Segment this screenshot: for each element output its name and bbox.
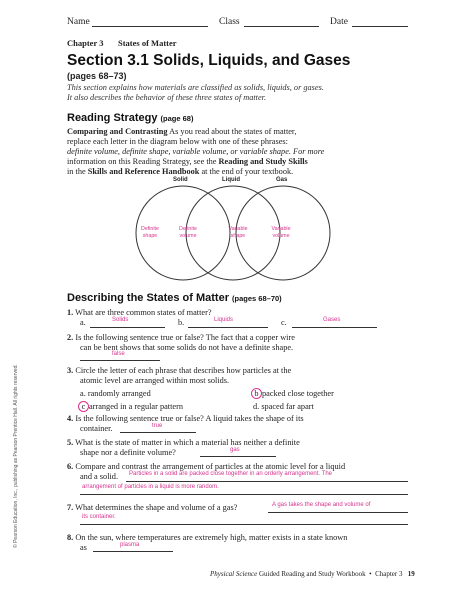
- q7-answer-line-2[interactable]: [80, 524, 408, 525]
- q2-answer-line[interactable]: [80, 360, 160, 361]
- describing-heading: [67, 292, 282, 304]
- q7-answer-2: its container.: [82, 514, 116, 520]
- describing-pages: (pages 68–70): [232, 294, 282, 303]
- q1-b-answer: Liquids: [214, 317, 234, 323]
- q1-a-line[interactable]: [90, 327, 165, 328]
- section-pages: (pages 68–73): [67, 71, 127, 81]
- strategy-line-4b: Reading and Study Skills: [218, 157, 308, 166]
- strategy-line-4a: information on this Reading Strategy, see the: [67, 157, 217, 166]
- section-title: Section 3.1 Solids, Liquids, and Gases: [67, 52, 351, 69]
- reading-strategy-heading: [67, 112, 193, 124]
- q3-number: 3.: [67, 366, 74, 375]
- q4-answer: true: [152, 423, 163, 429]
- strategy-line-5a: in the: [67, 167, 86, 176]
- question-8: [67, 533, 347, 543]
- venn-region-4-line-2: volume: [272, 233, 290, 239]
- venn-region-2-line-2: volume: [179, 233, 197, 239]
- q8-line-2: as: [80, 543, 87, 552]
- q1-a-label: a.: [80, 318, 86, 327]
- name-label: Name: [67, 17, 90, 27]
- venn-region-solid-only: [128, 226, 172, 240]
- q1-number: 1.: [67, 308, 74, 317]
- class-label: Class: [219, 17, 240, 27]
- q4-number: 4.: [67, 414, 74, 423]
- venn-label-solid: Solid: [173, 177, 188, 183]
- q3-option-c[interactable]: [78, 401, 183, 412]
- q4-answer-line[interactable]: [120, 432, 196, 433]
- chapter-label: Chapter 3: [67, 38, 104, 48]
- q6-answer-2: arrangement of particles in a liquid is more random.: [82, 484, 219, 490]
- venn-region-solid-liquid: [170, 226, 206, 240]
- reading-strategy-text: [67, 127, 407, 177]
- q1-text: What are three common states of matter?: [75, 308, 212, 317]
- footer-book-title: Physical Science: [210, 570, 258, 578]
- q6-answer-1: Particles in a solid are packed close together in an orderly arrangement. The: [129, 471, 333, 477]
- question-4: [67, 414, 304, 424]
- q3-line-1: Circle the letter of each phrase that describes how particles at the: [75, 366, 292, 375]
- question-2: [67, 333, 295, 343]
- intro-line-1: This section explains how materials are classified as solids, liquids, or gases.: [67, 83, 324, 92]
- q2-answer: false: [112, 351, 125, 357]
- venn-region-4-line-1: Variable: [271, 226, 291, 232]
- q3-a-letter: a: [80, 389, 84, 398]
- q8-answer-line[interactable]: [93, 551, 173, 552]
- name-field[interactable]: [92, 26, 208, 27]
- question-5: [67, 438, 300, 448]
- reading-strategy-page: (page 68): [160, 114, 194, 123]
- q7-text: What determines the shape and volume of a gas?: [75, 503, 238, 512]
- date-label: Date: [330, 17, 348, 27]
- q5-number: 5.: [67, 438, 74, 447]
- venn-region-3-line-2: shape: [230, 233, 246, 239]
- venn-region-2-line-1: Definite: [179, 226, 197, 232]
- q6-line-1: Compare and contrast the arrangement of particles at the atomic level for a liquid: [75, 462, 346, 471]
- q6-line-2: and a solid.: [80, 472, 119, 481]
- question-1: [67, 308, 212, 318]
- q2-line-2: can be bent shows that some solids do not have a definite shape.: [80, 343, 294, 352]
- q8-number: 8.: [67, 533, 74, 542]
- q3-option-a[interactable]: a. randomly arranged: [80, 389, 151, 398]
- describing-title: Describing the States of Matter: [67, 292, 229, 304]
- venn-region-gas-only: [259, 226, 303, 240]
- venn-label-liquid: Liquid: [222, 177, 240, 183]
- footer-chapter: Chapter 3: [375, 570, 403, 578]
- q5-line-2: shape nor a definite volume?: [80, 448, 176, 457]
- q2-number: 2.: [67, 333, 74, 342]
- q1-b-line[interactable]: [188, 327, 268, 328]
- q8-answer: plasma: [120, 542, 140, 548]
- q1-a-answer: Solids: [112, 317, 129, 323]
- q3-option-b[interactable]: [251, 388, 334, 399]
- q5-answer: gas: [230, 447, 240, 453]
- q8-line-1: On the sun, where temperatures are extremely high, matter exists in a state known: [75, 533, 348, 542]
- question-7: [67, 503, 237, 513]
- q7-answer-line-1[interactable]: [268, 512, 408, 513]
- q3-c-circle: [78, 401, 89, 412]
- strategy-line-5c: at the end of your textbook.: [201, 167, 294, 176]
- q3-b-text: packed close together: [262, 389, 334, 398]
- q3-d-text: spaced far apart: [261, 402, 314, 411]
- class-field[interactable]: [244, 26, 319, 27]
- q3-option-d[interactable]: d. spaced far apart: [253, 402, 314, 411]
- strategy-line-3: definite volume, definite shape, variable volume, or variable shape. For more: [67, 147, 325, 156]
- q4-line-1: Is the following sentence true or false? A liquid takes the shape of its: [75, 414, 304, 423]
- venn-region-liquid-gas: [220, 226, 256, 240]
- q6-answer-line-2[interactable]: [80, 494, 408, 495]
- q6-answer-line-1[interactable]: [126, 481, 408, 482]
- q3-c-letter: c: [81, 402, 86, 411]
- chapter-title: States of Matter: [118, 38, 177, 48]
- footer-workbook: Guided Reading and Study Workbook: [258, 570, 366, 578]
- q7-number: 7.: [67, 503, 74, 512]
- q3-a-text: randomly arranged: [87, 389, 151, 398]
- venn-region-1-line-1: Definite: [141, 226, 159, 232]
- date-field[interactable]: [352, 26, 408, 27]
- q2-line-1: Is the following sentence true or false? The fact that a copper wire: [75, 333, 295, 342]
- strategy-lead: Comparing and Contrasting: [67, 127, 168, 136]
- q4-line-2: container.: [80, 424, 113, 433]
- q1-b-label: b.: [178, 318, 185, 327]
- q5-line-1: What is the state of matter in which a material has neither a definite: [75, 438, 300, 447]
- footer-page-number: 19: [407, 570, 415, 578]
- q3-d-letter: d: [253, 402, 258, 411]
- strategy-line-1: As you read about the states of matter,: [169, 127, 297, 136]
- strategy-line-5b: Skills and Reference Handbook: [87, 167, 200, 176]
- q1-c-line[interactable]: [292, 327, 377, 328]
- page-footer: Physical Science Guided Reading and Study Workbook • Chapter 3 19: [210, 570, 415, 578]
- venn-region-1-line-2: shape: [142, 233, 158, 239]
- reading-strategy-title: Reading Strategy: [67, 112, 158, 124]
- q3-c-text: arranged in a regular pattern: [89, 402, 183, 411]
- q1-c-label: c.: [281, 318, 287, 327]
- q3-b-letter: b: [254, 389, 259, 398]
- q7-answer-1: A gas takes the shape and volume of: [272, 502, 371, 508]
- q3-line-2: atomic level are arranged within most solids.: [80, 376, 230, 385]
- q6-number: 6.: [67, 462, 74, 471]
- question-3: [67, 366, 291, 376]
- q3-b-circle: [251, 388, 262, 399]
- venn-region-3-line-1: Variable: [228, 226, 248, 232]
- venn-label-gas: Gas: [276, 177, 288, 183]
- strategy-line-2: replace each letter in the diagram below with one of these phrases:: [67, 137, 288, 146]
- intro-line-2: It also describes the behavior of these three states of matter.: [67, 93, 267, 102]
- q5-answer-line[interactable]: [200, 456, 276, 457]
- q1-c-answer: Gases: [323, 317, 341, 323]
- copyright-notice: © Pearson Education, Inc., publishing as Pearson Prentice Hall. All rights reserved.: [13, 364, 19, 548]
